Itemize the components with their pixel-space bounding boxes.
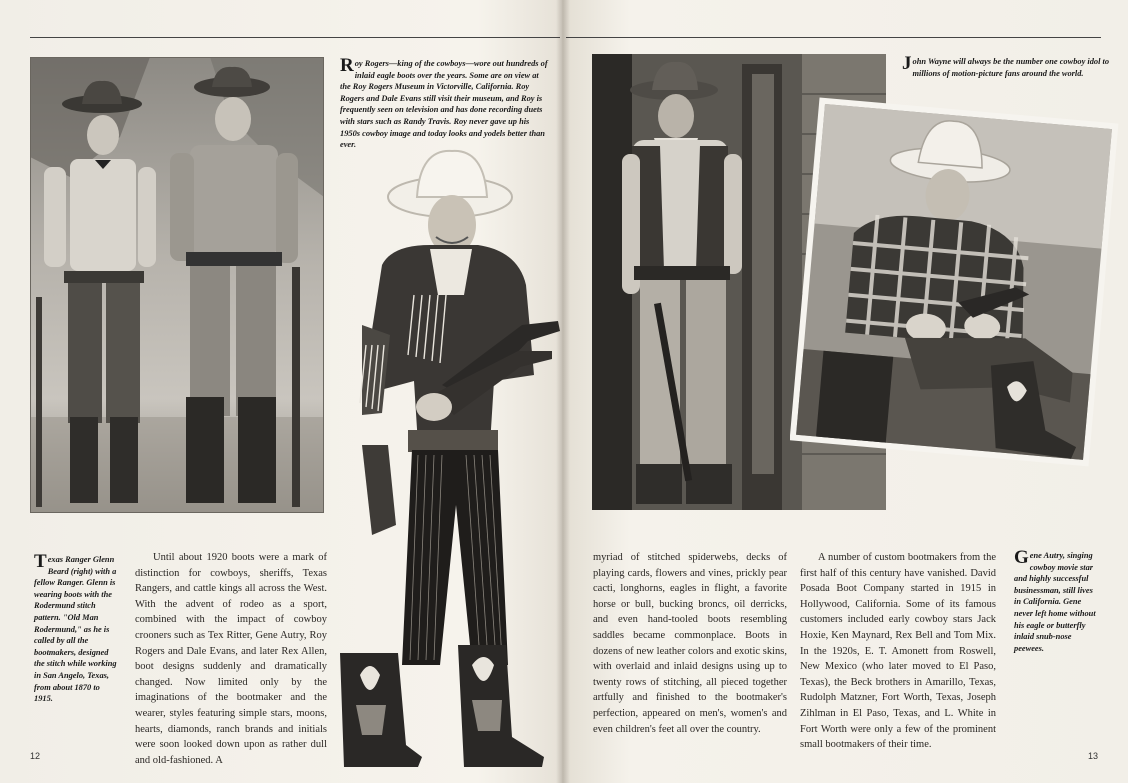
rangers-photo (30, 57, 324, 513)
right-body-paragraph-1: myriad of stitched spiderwebs, decks of playing cards, flowers and vines, prickly pear cacti, longhorns, eagles in flight, a favorite horse or bull, bucking broncs, oil derricks, and even hand-tooled boots resembling saddles became commonplace. Boots in dozens of new leather colors and exotic skins, with overlaid and inlaid designs using up to twenty rows of stitching, all pieced together artfully and finished to the bootmaker's perfection, appeared on men's, women's and even children's feet all over the country. (593, 552, 787, 735)
gene-autry-photo-image (790, 92, 1120, 472)
autry-caption-text: ene Autry, singing cowboy movie star and highly successful businessman, still lives in California. Gene never left home without his eagle or butterfly inlaid snub-nose peewees. (1014, 551, 1096, 653)
page-number-left: 12 (30, 751, 41, 761)
gene-autry-caption (1014, 547, 1100, 654)
right-body-paragraph-2: A number of custom bootmakers from the first half of this century have vanished. David Posada Boot Company started in 1915 in Hollywood, California. Some of its famous customers included early cowboy stars Jack Hoxie, Ken Maynard, Rex Bell and Tom Mix. In the 1920s, E. T. Amonett from Roswell, New Mexico (who later moved to El Paso, Texas), the Beck brothers in Amarillo, Texas, Rudolph Matzner, Fort Worth, Texas, Joseph Zihlman in El Paso, Texas, and L. White in Fort Worth were only a few of the prominent small bootmakers of their time. (800, 552, 996, 751)
top-rule-right (566, 37, 1101, 38)
right-page (562, 0, 1128, 783)
ranger-caption-drop-cap: T (34, 551, 47, 572)
roy-rogers-photo (322, 145, 562, 770)
left-body-column (135, 550, 327, 768)
top-rule-left (30, 37, 560, 38)
wayne-caption-drop-cap: J (902, 53, 912, 74)
john-wayne-caption (902, 53, 1110, 79)
roy-rogers-photo-image (322, 145, 562, 770)
right-body-column-2 (800, 550, 996, 753)
book-gutter (556, 0, 570, 783)
page-number-right: 13 (1087, 751, 1098, 761)
left-body-paragraph: Until about 1920 boots were a mark of distinction for cowboys, sheriffs, Texas Rangers, and cattle kings all across the West. With the advent of rodeo as a sport, combined with the impact of cowboy crooners such as Tex Ritter, Gene Autry, Roy Rogers and Dale Evans, and later Rex Allen, boot designs suddenly and dramatically changed. Now limited only by the imaginations of the bootmaker and the wearer, styles featuring simple stars, moons, hearts, diamonds, ranch brands and initials were soon looked down upon as rather dull and old-fashioned. A (135, 552, 327, 766)
gene-autry-photo (790, 92, 1120, 472)
wayne-caption-text: ohn Wayne will always be the number one cowboy idol to millions of motion-picture fans around the world. (912, 57, 1110, 78)
roy-rogers-caption (340, 55, 548, 151)
rangers-photo-image (30, 57, 324, 513)
autry-caption-drop-cap: G (1014, 547, 1029, 568)
ranger-caption-text: exas Ranger Glenn Beard (right) with a fellow Ranger. Glenn is wearing boots with the Rodermund stitch pattern. "Old Man Rodermund," as he is called by all the bootmakers, designed the stitch while working in San Angelo, Texas, from about 1870 to 1915. (34, 555, 117, 704)
right-body-column-1 (593, 550, 787, 737)
ranger-caption (34, 551, 118, 705)
left-page (0, 0, 562, 783)
roy-caption-drop-cap: R (340, 55, 354, 76)
roy-caption-text: oy Rogers—king of the cowboys—wore out hundreds of inlaid eagle boots over the years. Some are on view at the Roy Rogers Museum in Victorville, California. Roy Rogers and Dale Evans still visit their museum, and Roy is frequently seen on television and has done recording duets with stars such as Randy Travis. Roy never gave up his 1950s cowboy image and today looks and yodels better than ever. (340, 59, 548, 150)
